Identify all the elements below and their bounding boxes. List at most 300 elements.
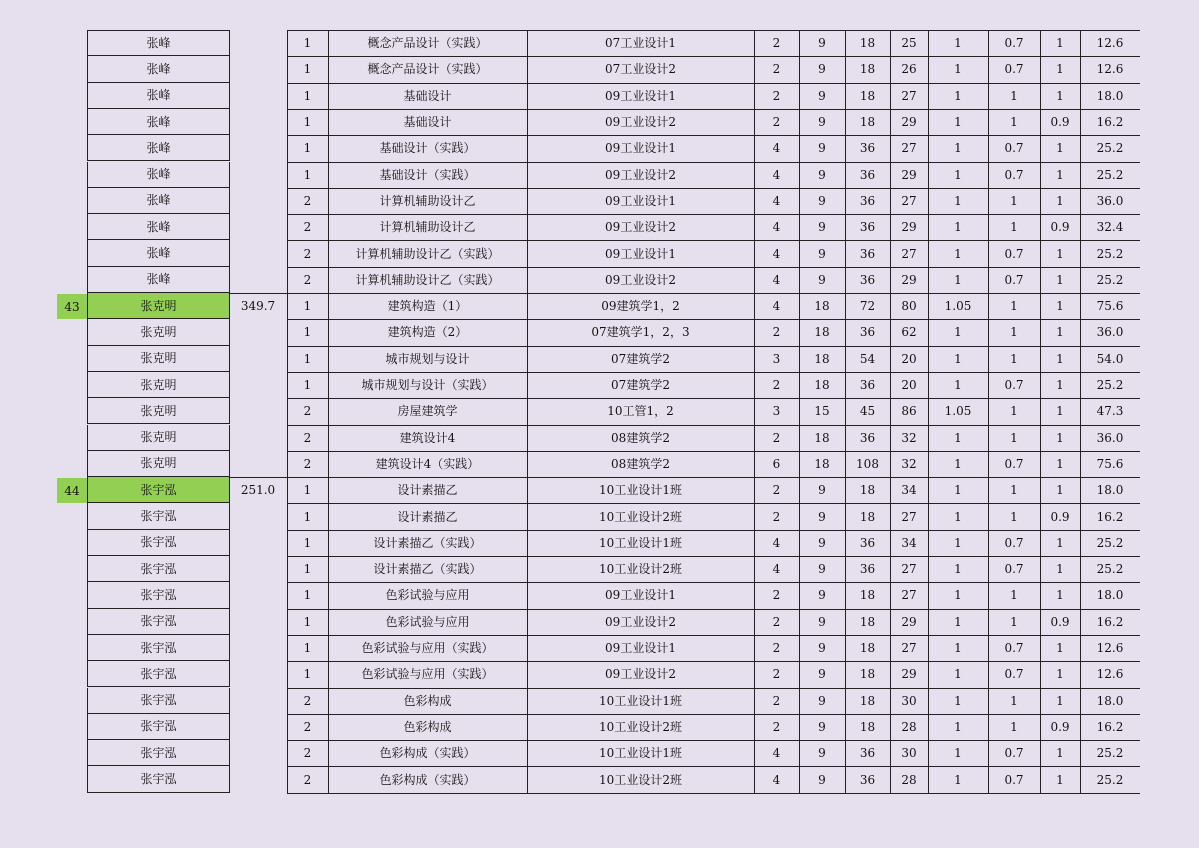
credit-cell: 2 [772, 614, 781, 629]
coef-a-cell: 1 [954, 693, 962, 708]
coef-c-cell: 1 [1056, 246, 1064, 261]
course-cell: 计算机辅助设计乙 [379, 193, 476, 208]
class-cell: 09工业设计1 [605, 246, 676, 261]
teacher-name-cell: 张宇泓 [87, 503, 230, 529]
hours-cell: 36 [859, 562, 876, 577]
weeks-cell: 9 [818, 614, 826, 629]
hours-cell: 18 [859, 62, 876, 77]
class-cell: 08建筑学2 [611, 456, 670, 471]
hours-cell: 36 [859, 220, 876, 235]
course-cell: 建筑设计4（实践） [375, 456, 480, 471]
teacher-name-cell: 张宇泓 [87, 609, 230, 635]
workload-cell: 47.3 [1096, 404, 1124, 419]
coef-b-cell: 0.7 [1004, 772, 1024, 787]
course-cell: 建筑构造（1） [387, 299, 468, 314]
course-cell: 设计素描乙 [397, 483, 458, 498]
students-cell: 26 [901, 62, 917, 77]
coef-a-cell: 1 [954, 588, 962, 603]
grid-row-line [287, 135, 1140, 136]
grid-row-line [287, 503, 1140, 504]
weeks-cell: 9 [818, 115, 826, 130]
credit-cell: 4 [772, 299, 781, 314]
weeks-cell: 9 [818, 88, 826, 103]
coef-b-cell: 0.7 [1004, 378, 1024, 393]
coef-b-cell: 0.7 [1004, 141, 1024, 156]
weeks-cell: 9 [818, 62, 826, 77]
workload-cell: 36.0 [1096, 430, 1124, 445]
class-cell: 09工业设计1 [605, 88, 676, 103]
weeks-cell: 9 [818, 772, 826, 787]
students-cell: 27 [901, 509, 917, 524]
workload-cell: 12.6 [1096, 62, 1124, 77]
hours-cell: 18 [859, 509, 876, 524]
weeks-cell: 9 [818, 641, 826, 656]
class-cell: 10工管1，2 [607, 404, 674, 419]
term-cell: 1 [303, 614, 312, 629]
credit-cell: 2 [772, 483, 781, 498]
teacher-name-cell: 张峰 [87, 214, 230, 240]
coef-c-cell: 1 [1056, 772, 1064, 787]
class-cell: 09工业设计2 [605, 167, 676, 182]
credit-cell: 3 [772, 351, 781, 366]
coef-b-cell: 0.7 [1004, 746, 1024, 761]
coef-a-cell: 1 [954, 614, 962, 629]
weeks-cell: 9 [818, 36, 826, 51]
course-cell: 计算机辅助设计乙 [379, 220, 476, 235]
course-cell: 基础设计（实践） [379, 167, 476, 182]
weeks-cell: 18 [814, 378, 830, 393]
coef-a-cell: 1 [954, 456, 962, 471]
coef-b-cell: 0.7 [1004, 456, 1024, 471]
coef-a-cell: 1 [954, 430, 962, 445]
credit-cell: 2 [772, 115, 781, 130]
grid-row-line [287, 109, 1140, 110]
class-cell: 09工业设计2 [605, 220, 676, 235]
course-cell: 设计素描乙 [397, 509, 458, 524]
teacher-name-cell: 张宇泓 [87, 688, 230, 714]
coef-b-cell: 1 [1010, 483, 1018, 498]
course-cell: 概念产品设计（实践） [367, 36, 488, 51]
hours-cell: 18 [859, 483, 876, 498]
class-cell: 07建筑学1，2，3 [591, 325, 690, 340]
hours-cell: 18 [859, 641, 876, 656]
term-cell: 1 [303, 141, 312, 156]
class-cell: 09工业设计1 [605, 193, 676, 208]
weeks-cell: 18 [814, 299, 830, 314]
coef-a-cell: 1 [954, 483, 962, 498]
coef-a-cell: 1 [954, 246, 962, 261]
coef-c-cell: 1 [1056, 641, 1064, 656]
coef-a-cell: 1 [954, 62, 962, 77]
credit-cell: 4 [772, 220, 781, 235]
workload-cell: 18.0 [1096, 483, 1124, 498]
coef-a-cell: 1.05 [944, 404, 972, 419]
coef-a-cell: 1.05 [944, 299, 972, 314]
teacher-name-cell: 张宇泓 [87, 582, 230, 608]
teacher-name-cell: 张宇泓 [87, 530, 230, 556]
grid-row-line [287, 240, 1140, 241]
hours-cell: 36 [859, 772, 876, 787]
teacher-name-cell: 张克明 [87, 293, 230, 319]
term-cell: 2 [303, 246, 312, 261]
grid-column-line [928, 30, 929, 793]
course-cell: 城市规划与设计（实践） [361, 378, 494, 393]
term-cell: 1 [303, 36, 312, 51]
teacher-name-cell: 张峰 [87, 109, 230, 135]
hours-cell: 54 [859, 351, 876, 366]
grid-row-line [287, 451, 1140, 452]
students-cell: 27 [901, 193, 917, 208]
students-cell: 27 [901, 246, 917, 261]
students-cell: 29 [901, 167, 917, 182]
workload-cell: 18.0 [1096, 693, 1124, 708]
workload-cell: 16.2 [1096, 719, 1124, 734]
coef-a-cell: 1 [954, 667, 962, 682]
class-cell: 07工业设计1 [605, 36, 676, 51]
coef-c-cell: 1 [1056, 36, 1064, 51]
hours-cell: 18 [859, 614, 876, 629]
class-cell: 07工业设计2 [605, 62, 676, 77]
weeks-cell: 9 [818, 220, 826, 235]
grid-column-line [890, 30, 891, 793]
class-cell: 10工业设计2班 [599, 772, 682, 787]
credit-cell: 2 [772, 588, 781, 603]
hours-cell: 18 [859, 115, 876, 130]
term-cell: 2 [303, 719, 312, 734]
grid-row-line [287, 30, 1140, 31]
term-cell: 1 [303, 483, 312, 498]
term-cell: 1 [303, 509, 312, 524]
term-cell: 1 [303, 88, 312, 103]
hours-cell: 36 [859, 246, 876, 261]
hours-cell: 36 [859, 167, 876, 182]
grid-column-line [1080, 30, 1081, 793]
workload-cell: 36.0 [1096, 325, 1124, 340]
coef-c-cell: 1 [1056, 430, 1064, 445]
class-cell: 07建筑学2 [611, 351, 670, 366]
teacher-name-cell: 张峰 [87, 267, 230, 293]
term-cell: 2 [303, 772, 312, 787]
credit-cell: 4 [772, 535, 781, 550]
teacher-name-cell: 张峰 [87, 162, 230, 188]
workload-cell: 25.2 [1096, 562, 1124, 577]
hours-cell: 108 [856, 456, 879, 471]
grid-row-line [287, 635, 1140, 636]
class-cell: 07建筑学2 [611, 378, 670, 393]
teacher-name-cell: 张峰 [87, 240, 230, 266]
weeks-cell: 15 [814, 404, 830, 419]
workload-cell: 25.2 [1096, 141, 1124, 156]
students-cell: 20 [901, 378, 917, 393]
students-cell: 29 [901, 272, 917, 287]
coef-a-cell: 1 [954, 378, 962, 393]
grid-column-line [799, 30, 800, 793]
hours-cell: 36 [859, 746, 876, 761]
coef-a-cell: 1 [954, 351, 962, 366]
grid-column-line [845, 30, 846, 793]
teacher-name-cell: 张峰 [87, 56, 230, 82]
students-cell: 86 [901, 404, 917, 419]
grid-row-line [287, 83, 1140, 84]
grid-column-line [527, 30, 528, 793]
coef-a-cell: 1 [954, 719, 962, 734]
term-cell: 1 [303, 378, 312, 393]
hours-cell: 36 [859, 535, 876, 550]
course-cell: 色彩构成 [403, 719, 452, 734]
workload-cell: 75.6 [1096, 456, 1124, 471]
students-cell: 32 [901, 430, 917, 445]
coef-b-cell: 0.7 [1004, 167, 1024, 182]
workload-cell: 25.2 [1096, 246, 1124, 261]
class-cell: 10工业设计1班 [599, 483, 682, 498]
coef-a-cell: 1 [954, 641, 962, 656]
workload-cell: 18.0 [1096, 88, 1124, 103]
hours-cell: 18 [859, 88, 876, 103]
credit-cell: 2 [772, 36, 781, 51]
coef-c-cell: 1 [1056, 483, 1064, 498]
students-cell: 20 [901, 351, 917, 366]
term-cell: 1 [303, 115, 312, 130]
term-cell: 1 [303, 299, 312, 314]
course-cell: 设计素描乙（实践） [373, 562, 482, 577]
hours-cell: 18 [859, 667, 876, 682]
teacher-name-cell: 张克明 [87, 451, 230, 477]
coef-c-cell: 1 [1056, 272, 1064, 287]
term-cell: 2 [303, 693, 312, 708]
students-cell: 25 [901, 36, 917, 51]
hours-cell: 18 [859, 693, 876, 708]
weeks-cell: 18 [814, 325, 830, 340]
term-cell: 2 [303, 193, 312, 208]
total-workload-cell: 251.0 [240, 483, 276, 498]
students-cell: 27 [901, 141, 917, 156]
students-cell: 27 [901, 562, 917, 577]
workload-cell: 12.6 [1096, 36, 1124, 51]
students-cell: 34 [901, 535, 917, 550]
coef-c-cell: 1 [1056, 167, 1064, 182]
coef-c-cell: 1 [1056, 667, 1064, 682]
credit-cell: 4 [772, 167, 781, 182]
teacher-name-cell: 张宇泓 [87, 661, 230, 687]
hours-cell: 18 [859, 719, 876, 734]
class-cell: 08建筑学2 [611, 430, 670, 445]
credit-cell: 4 [772, 772, 781, 787]
students-cell: 27 [901, 641, 917, 656]
credit-cell: 6 [772, 456, 781, 471]
class-cell: 10工业设计1班 [599, 746, 682, 761]
grid-column-line [287, 30, 288, 793]
grid-row-line [287, 688, 1140, 689]
coef-a-cell: 1 [954, 272, 962, 287]
workload-cell: 18.0 [1096, 588, 1124, 603]
workload-cell: 16.2 [1096, 115, 1124, 130]
class-cell: 09工业设计2 [605, 272, 676, 287]
credit-cell: 4 [772, 246, 781, 261]
grid-column-line [328, 30, 329, 793]
term-cell: 2 [303, 456, 312, 471]
teacher-index-cell: 44 [57, 478, 87, 503]
weeks-cell: 9 [818, 246, 826, 261]
teacher-name-cell: 张宇泓 [87, 766, 230, 792]
workload-cell: 25.2 [1096, 535, 1124, 550]
workload-cell: 36.0 [1096, 193, 1124, 208]
students-cell: 32 [901, 456, 917, 471]
weeks-cell: 9 [818, 693, 826, 708]
weeks-cell: 9 [818, 746, 826, 761]
hours-cell: 36 [859, 141, 876, 156]
hours-cell: 18 [859, 36, 876, 51]
teacher-name-cell: 张克明 [87, 398, 230, 424]
term-cell: 1 [303, 167, 312, 182]
grid-row-line [287, 346, 1140, 347]
coef-c-cell: 0.9 [1050, 614, 1070, 629]
course-cell: 建筑构造（2） [387, 325, 468, 340]
course-cell: 设计素描乙（实践） [373, 535, 482, 550]
grid-row-line [287, 214, 1140, 215]
grid-row-line [230, 477, 1140, 478]
class-cell: 10工业设计2班 [599, 719, 682, 734]
term-cell: 2 [303, 272, 312, 287]
grid-column-line [1040, 30, 1041, 793]
credit-cell: 4 [772, 272, 781, 287]
class-cell: 10工业设计2班 [599, 562, 682, 577]
coef-b-cell: 1 [1010, 719, 1018, 734]
grid-row-line [287, 56, 1140, 57]
weeks-cell: 9 [818, 483, 826, 498]
course-cell: 色彩试验与应用（实践） [361, 667, 494, 682]
coef-a-cell: 1 [954, 325, 962, 340]
coef-c-cell: 0.9 [1050, 719, 1070, 734]
class-cell: 09工业设计1 [605, 588, 676, 603]
weeks-cell: 18 [814, 430, 830, 445]
students-cell: 30 [901, 693, 917, 708]
students-cell: 28 [901, 719, 917, 734]
hours-cell: 18 [859, 588, 876, 603]
coef-c-cell: 1 [1056, 456, 1064, 471]
class-cell: 10工业设计2班 [599, 509, 682, 524]
workload-cell: 16.2 [1096, 614, 1124, 629]
students-cell: 29 [901, 667, 917, 682]
grid-row-line [287, 582, 1140, 583]
grid-row-line [287, 398, 1140, 399]
hours-cell: 45 [859, 404, 876, 419]
coef-b-cell: 1 [1010, 509, 1018, 524]
coef-c-cell: 1 [1056, 325, 1064, 340]
coef-b-cell: 1 [1010, 588, 1018, 603]
credit-cell: 2 [772, 378, 781, 393]
coef-b-cell: 1 [1010, 693, 1018, 708]
students-cell: 80 [901, 299, 917, 314]
course-cell: 基础设计（实践） [379, 141, 476, 156]
coef-a-cell: 1 [954, 535, 962, 550]
workload-cell: 12.6 [1096, 641, 1124, 656]
course-cell: 基础设计 [403, 88, 452, 103]
term-cell: 1 [303, 667, 312, 682]
grid-row-line [287, 162, 1140, 163]
coef-c-cell: 1 [1056, 351, 1064, 366]
coef-b-cell: 0.7 [1004, 535, 1024, 550]
workload-cell: 25.2 [1096, 272, 1124, 287]
credit-cell: 4 [772, 746, 781, 761]
workload-cell: 12.6 [1096, 667, 1124, 682]
coef-b-cell: 0.7 [1004, 36, 1024, 51]
weeks-cell: 9 [818, 588, 826, 603]
coef-c-cell: 1 [1056, 562, 1064, 577]
coef-b-cell: 1 [1010, 299, 1018, 314]
students-cell: 27 [901, 88, 917, 103]
teacher-name-cell: 张峰 [87, 83, 230, 109]
workload-cell: 25.2 [1096, 772, 1124, 787]
coef-b-cell: 0.7 [1004, 667, 1024, 682]
grid-row-line [287, 714, 1140, 715]
students-cell: 29 [901, 614, 917, 629]
coef-c-cell: 1 [1056, 141, 1064, 156]
grid-row-line [287, 372, 1140, 373]
grid-row-line [287, 740, 1140, 741]
coef-c-cell: 1 [1056, 588, 1064, 603]
coef-b-cell: 1 [1010, 193, 1018, 208]
workload-cell: 32.4 [1096, 220, 1124, 235]
hours-cell: 36 [859, 430, 876, 445]
weeks-cell: 9 [818, 141, 826, 156]
grid-row-line [287, 425, 1140, 426]
students-cell: 29 [901, 220, 917, 235]
credit-cell: 2 [772, 509, 781, 524]
coef-c-cell: 1 [1056, 62, 1064, 77]
class-cell: 09工业设计2 [605, 115, 676, 130]
course-cell: 基础设计 [403, 115, 452, 130]
coef-c-cell: 1 [1056, 746, 1064, 761]
weeks-cell: 9 [818, 667, 826, 682]
course-cell: 色彩构成（实践） [379, 772, 476, 787]
teacher-name-cell: 张克明 [87, 372, 230, 398]
class-cell: 09工业设计2 [605, 667, 676, 682]
class-cell: 09工业设计2 [605, 614, 676, 629]
credit-cell: 4 [772, 193, 781, 208]
coef-c-cell: 1 [1056, 693, 1064, 708]
teacher-name-cell: 张宇泓 [87, 635, 230, 661]
grid-row-line [287, 530, 1140, 531]
students-cell: 29 [901, 115, 917, 130]
grid-row-line [287, 267, 1140, 268]
course-cell: 色彩构成（实践） [379, 746, 476, 761]
coef-c-cell: 0.9 [1050, 220, 1070, 235]
grid-row-line [287, 188, 1140, 189]
workload-cell: 25.2 [1096, 167, 1124, 182]
coef-b-cell: 1 [1010, 88, 1018, 103]
teacher-name-cell: 张峰 [87, 188, 230, 214]
class-cell: 09工业设计1 [605, 141, 676, 156]
students-cell: 27 [901, 588, 917, 603]
coef-a-cell: 1 [954, 115, 962, 130]
coef-b-cell: 1 [1010, 115, 1018, 130]
hours-cell: 36 [859, 193, 876, 208]
grid-column-line [988, 30, 989, 793]
hours-cell: 36 [859, 378, 876, 393]
hours-cell: 36 [859, 325, 876, 340]
credit-cell: 3 [772, 404, 781, 419]
teacher-name-cell: 张宇泓 [87, 740, 230, 766]
grid-row-line [287, 661, 1140, 662]
coef-b-cell: 1 [1010, 614, 1018, 629]
term-cell: 2 [303, 746, 312, 761]
coef-b-cell: 1 [1010, 430, 1018, 445]
credit-cell: 2 [772, 325, 781, 340]
students-cell: 28 [901, 772, 917, 787]
grid-row-line [287, 766, 1140, 767]
credit-cell: 2 [772, 667, 781, 682]
coef-a-cell: 1 [954, 88, 962, 103]
